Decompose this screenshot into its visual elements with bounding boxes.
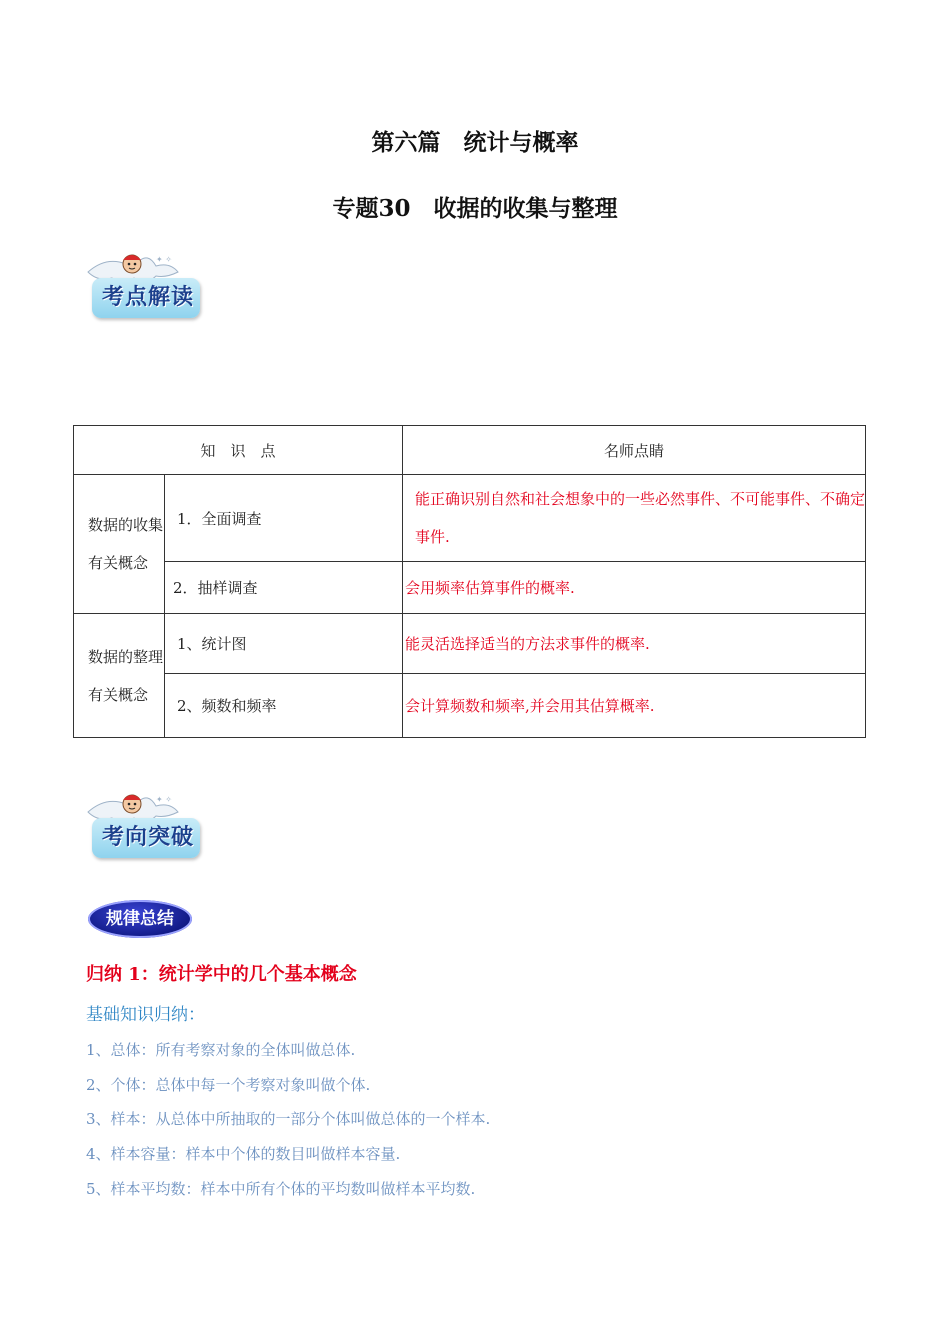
knowledge-point: 2、频数和频率: [165, 674, 403, 738]
topic-title: 专题30 收据的收集与整理: [332, 195, 618, 222]
breakthrough-badge-label: 考向突破: [101, 824, 194, 850]
tip-text: 会用频率估算事件的概率.: [403, 562, 866, 614]
knowledge-table: [73, 425, 866, 738]
part-title: 第六篇 统计与概率: [371, 129, 579, 156]
tip-text: 会计算频数和频率,并会用其估算概率.: [403, 674, 866, 738]
category-cell: 数据的收集有关概念: [74, 475, 165, 614]
rule-summary-pill: 规律总结: [88, 900, 192, 938]
knowledge-point: 1、统计图: [165, 614, 403, 674]
basic-knowledge-subheading: 基础知识归纳：: [86, 1005, 205, 1025]
analysis-badge-label: 考点解读: [101, 284, 194, 310]
list-item: 4、样本容量：样本中个体的数目叫做样本容量.: [86, 1145, 401, 1163]
tip-text: 能灵活选择适当的方法求事件的概率.: [403, 614, 866, 674]
table-row: [74, 674, 866, 738]
svg-text:✦ ✧: ✦ ✧: [156, 255, 172, 264]
list-item: 2、个体：总体中每一个考察对象叫做个体.: [86, 1076, 371, 1094]
svg-text:✦ ✧: ✦ ✧: [156, 795, 172, 804]
list-item: 5、样本平均数：样本中所有个体的平均数叫做样本平均数.: [86, 1180, 476, 1198]
header-tips: 名师点睛: [403, 426, 866, 475]
tip-text: 能正确识别自然和社会想象中的一些必然事件、不可能事件、不确定事件.: [403, 475, 866, 562]
header-knowledge: 知 识 点: [74, 426, 403, 475]
list-item: 3、样本：从总体中所抽取的一部分个体叫做总体的一个样本.: [86, 1110, 491, 1128]
table-header-row: [74, 426, 866, 475]
table-row: [74, 614, 866, 674]
table-row: [74, 475, 866, 562]
analysis-badge: [86, 248, 204, 330]
breakthrough-badge: [86, 788, 204, 870]
induction-heading: 归纳 1：统计学中的几个基本概念: [86, 964, 357, 985]
list-item: 1、总体：所有考察对象的全体叫做总体.: [86, 1041, 356, 1059]
knowledge-point: 2．抽样调查: [165, 562, 403, 614]
knowledge-point: 1．全面调查: [165, 475, 403, 562]
table-row: [74, 562, 866, 614]
category-cell: 数据的整理有关概念: [74, 614, 165, 738]
